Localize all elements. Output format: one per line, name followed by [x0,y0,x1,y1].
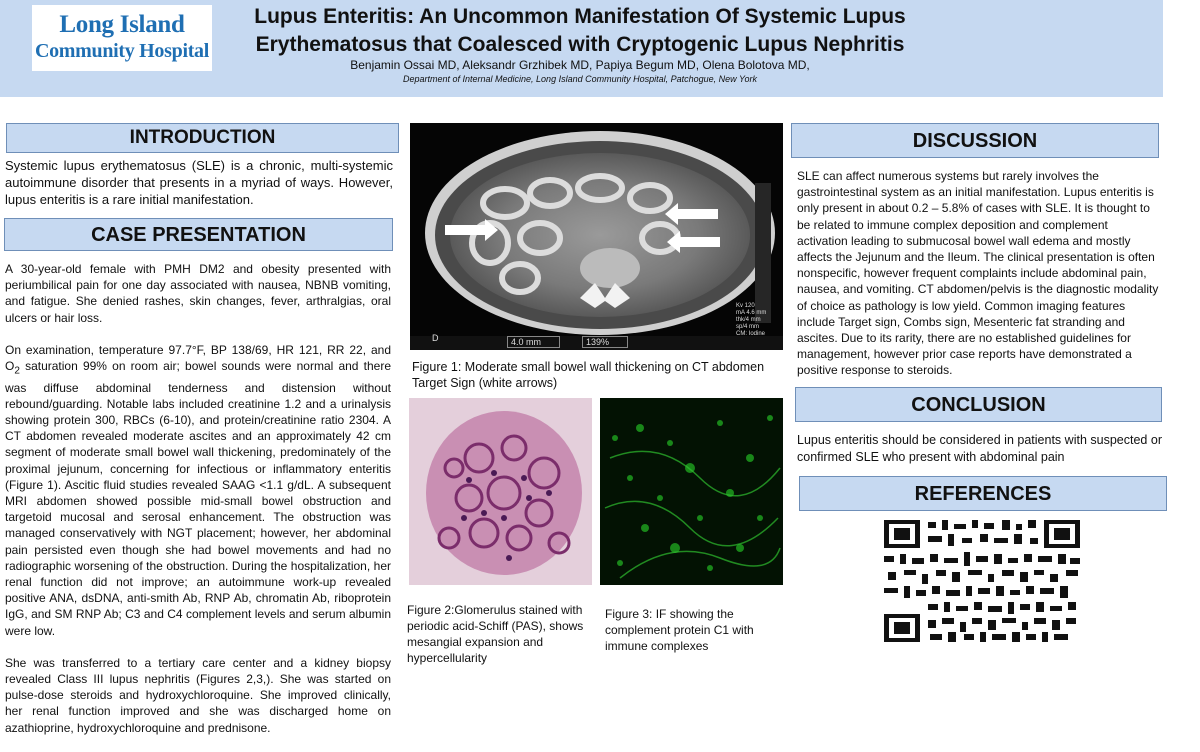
introduction-text: Systemic lupus erythematosus (SLE) is a chronic, multi-systemic autoimmune disorder that presents in a myriad of ways. However, lupus enteritis is a rare initial manifestation. [5,158,393,207]
glomerulus [426,411,582,575]
references-heading: REFERENCES [799,476,1167,511]
ct-side-tissue [755,183,771,323]
ct-overlay-label: D [432,333,439,343]
case-presentation-heading: CASE PRESENTATION [4,218,393,251]
case-presentation-body [5,261,391,752]
figure-1-ct-image [410,123,783,350]
figure-1-caption: Figure 1: Moderate small bowel wall thickening on CT abdomen Target Sign (white arrows) [412,360,765,390]
figure-2-pas-image [409,398,592,585]
references-qr-code[interactable] [884,520,1080,642]
ct-vertebra-body [580,248,640,288]
case-p2-rest: saturation 99% on room air; bowel sounds were normal and there was diffuse abdominal tenderness and distension without rebound/guarding. Notable labs included creatinine 1.2 and a urinalysis showing protein 300, RBCs (6-10), and protein/creatinine ratio 2304. A CT abdomen revealed moderate ascites and an approximately 42 cm segment of moderate small bowel wall thickening, predominately of the proximal jejunum, concerning for infectious or inflammatory enteritis (Figure 1). Ascitic fluid studies revealed SAAG <1.1 g/dL. A subsequent MRI abdomen showed possible mid-small bowel obstruction and targetoid mucosal and serosal enhancement. The obstruction was managed conservatively with NGT placement; however, her abdominal pain persisted even though she had bowel movements and had no radiographic worsening of the obstruction. During the hospitalization, her renal function did not improve; an autoimmune work-up revealed positive ANA, dsDNA, anti-smith Ab, RNP Ab, chromatin Ab, riboprotein IgG, and SM RNP Ab; C3 and C4 complement levels and serum albumin were low. [5,359,391,638]
figure-3-if-image [600,398,783,585]
case-paragraph-1: A 30-year-old female with PMH DM2 and obesity presented with periumbilical pain for one day associated with nausea, NBNB vomiting, and fatigue. She denied rashes, skin changes, fever, arthralgias, oral ulcers or hair loss. [5,262,391,325]
ct-scan-parameters: Kv 120 mA 4.6 mm thk/4 mm sp/4 mm CM: Iodine [736,303,767,337]
ct-scan-graphic [410,123,783,350]
figure-3-caption: Figure 3: IF showing the complement protein C1 with immune complexes [605,607,754,653]
case-paragraph-3: She was transferred to a tertiary care center and a kidney biopsy revealed Class III lupus nephritis (Figures 2,3,). She was started on pulse-dose steroids and hydroxychloroquine. She improved clinically, her renal function improved and she was discharged home on azathioprine, hydroxychloroquine and prednisone. [5,655,391,735]
logo-line-2: Community Hospital [34,40,210,62]
immunofluorescence-graphic [600,398,783,585]
logo-line-1: Long Island [59,11,185,38]
figure-2-caption: Figure 2:Glomerulus stained with periodic acid-Schiff (PAS), shows mesangial expansion and hypercellularity [407,603,584,665]
conclusion-text: Lupus enteritis should be considered in patients with suspected or confirmed SLE who present with abdominal pain [797,433,1162,464]
introduction-heading: INTRODUCTION [6,123,399,153]
poster-header [0,0,1163,97]
ct-thickness: 4.0 mm [507,336,560,348]
department: Department of Internal Medicine, Long Island Community Hospital, Patchogue, New York [402,74,758,84]
pas-histology-graphic [409,398,592,585]
case-p2-subscript: 2 [14,365,20,377]
ct-zoom: 139% [582,336,628,348]
hospital-logo [32,5,212,71]
discussion-heading: DISCUSSION [791,123,1159,158]
title-line-1: Lupus Enteritis: An Uncommon Manifestation Of Systemic Lupus [254,5,906,28]
poster-title [220,3,940,59]
case-paragraph-2 [5,342,391,639]
authors: Benjamin Ossai MD, Aleksandr Grzhibek MD, Papiya Begum MD, Olena Bolotova MD, [350,58,810,72]
discussion-text: SLE can affect numerous systems but rarely involves the gastrointestinal system as an initial manifestation. Lupus enteritis is only present in about 0.2 – 5.8% of cases with SLE. It is thought to be related to immune complex deposition and complement activation leading to submucosal bowel wall edema and mostly affects the Jejunum and the Ileum. The clinical presentation is often nonspecific, however frequent complaints include abdominal pain, nausea, and vomiting. CT abdomen/pelvis is the diagnostic modality of choice as pathology is low yield. Common imaging features include Target sign, Combs sign, Mesenteric fat stranding and ascites. Due to its rarity, there are no established guidelines for management, however prior case reports have demonstrated a positive response to steroids. [797,169,1159,378]
title-line-2: Erythematosus that Coalesced with Cryptogenic Lupus Nephritis [255,33,905,56]
case-p2-start: On examination, temperature 97.7°F, BP 138/69, HR 121, RR 22, and O [5,342,391,374]
conclusion-heading: CONCLUSION [795,387,1162,422]
